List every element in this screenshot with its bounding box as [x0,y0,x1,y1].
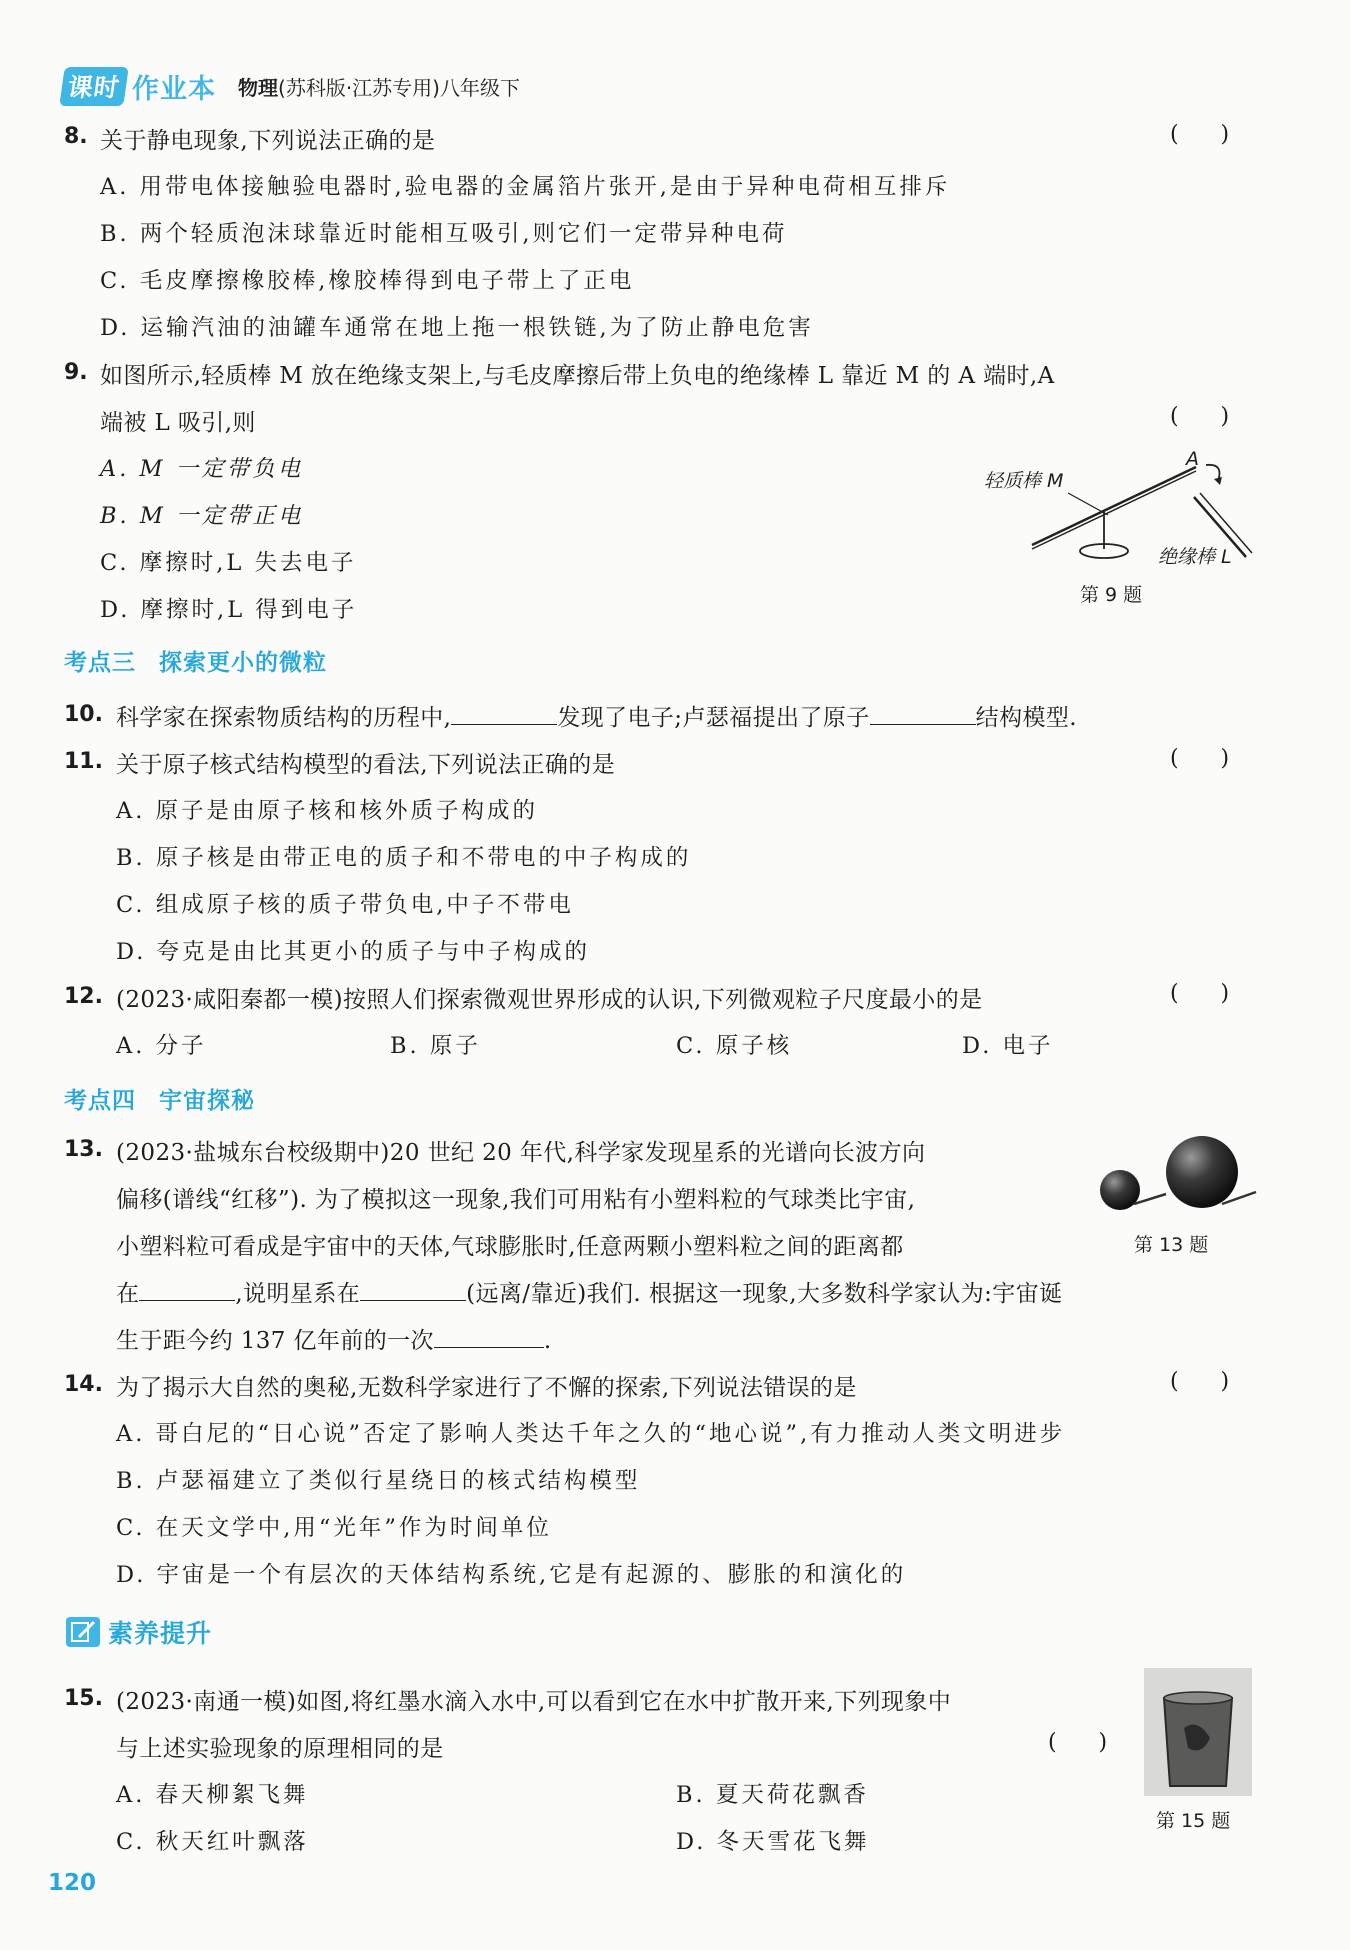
q15-option-d: D. 冬天雪花飞舞 [676,1829,870,1855]
q12-stem: (2023·咸阳秦都一模)按照人们探索微观世界形成的认识,下列微观粒子尺度最小的是 [116,987,983,1013]
q10-part1: 科学家在探索物质结构的历程中, [116,705,452,731]
q13-large-balloon [1166,1136,1238,1208]
q12-number: 12. [64,984,103,1009]
header-subtitle [238,72,520,101]
q13-number: 13. [64,1137,103,1162]
header-subject: 物理 [238,75,279,100]
q14-answer-paren[interactable]: ( ) [1170,1369,1230,1394]
pencil-icon [66,1617,100,1647]
q9-option-b: B. M 一定带正电 [100,503,304,529]
q15-option-b: B. 夏天荷花飘香 [676,1782,869,1808]
q10-part3: 结构模型. [975,705,1077,731]
q8-option-a: A. 用带电体接触验电器时,验电器的金属箔片张开,是由于异种电荷相互排斥 [100,174,951,200]
q13-line5a: 生于距今约 137 亿年前的一次 [116,1328,434,1354]
q12-option-a: A. 分子 [116,1033,207,1059]
q12-option-c: C. 原子核 [676,1033,793,1059]
q9-stem-line1: 如图所示,轻质棒 M 放在绝缘支架上,与毛皮摩擦后带上负电的绝缘棒 L 靠近 M 的 A 端时,A [100,363,1055,389]
q9-option-a: A. M 一定带负电 [100,456,304,482]
q13-line3: 小塑料粒可看成是宇宙中的天体,气球膨胀时,任意两颗小塑料粒之间的距离都 [116,1234,904,1260]
logo-box: 课时 [59,67,128,106]
q11-stem: 关于原子核式结构模型的看法,下列说法正确的是 [116,752,616,778]
q13-blank-2[interactable] [360,1280,466,1301]
q10-blank-1[interactable] [451,704,557,725]
q8-option-d: D. 运输汽油的油罐车通常在地上拖一根铁链,为了防止静电危害 [100,315,814,341]
q14-option-b: B. 卢瑟福建立了类似行星绕日的核式结构模型 [116,1468,641,1494]
q9-option-c: C. 摩擦时,L 失去电子 [100,550,357,576]
q10-text [116,699,1077,732]
q11-option-d: D. 夸克是由比其更小的质子与中子构成的 [116,939,591,965]
q15-glass-rim [1164,1692,1232,1704]
q9-arrow-head [1214,477,1222,485]
q14-number: 14. [64,1372,103,1397]
q8-answer-paren[interactable]: ( ) [1170,122,1230,147]
q15-option-c: C. 秋天红叶飘落 [116,1829,309,1855]
q13-line4c: (远离/靠近)我们. 根据这一现象,大多数科学家认为:宇宙诞 [466,1281,1063,1307]
section-title-5 [66,1614,212,1650]
q15-fig-caption: 第 15 题 [1156,1810,1231,1832]
q14-option-c: C. 在天文学中,用“光年”作为时间单位 [116,1515,552,1541]
q13-line5 [116,1322,552,1355]
q11-number: 11. [64,749,103,774]
q8-stem: 关于静电现象,下列说法正确的是 [100,128,436,154]
q13-line1: (2023·盐城东台校级期中)20 世纪 20 年代,科学家发现星系的光谱向长波方向 [116,1140,926,1166]
q9-stem-line2: 端被 L 吸引,则 [100,410,256,436]
q15-figure [1144,1668,1252,1796]
q10-number: 10. [64,702,103,727]
q12-option-b: B. 原子 [390,1033,481,1059]
logo-text: 作业本 [132,73,217,105]
q13-line4b: ,说明星系在 [235,1281,361,1307]
q11-option-b: B. 原子核是由带正电的质子和不带电的中子构成的 [116,845,692,871]
q13-figure [1094,1130,1264,1220]
page-header [62,66,520,106]
section-5-label: 素养提升 [108,1619,213,1648]
q8-option-b: B. 两个轻质泡沫球靠近时能相互吸引,则它们一定带异种电荷 [100,221,788,247]
section-title-4: 考点四 宇宙探秘 [64,1088,256,1114]
q9-fig-label-a: A [1186,448,1199,470]
q9-fig-caption: 第 9 题 [1080,584,1143,606]
q13-line5b: . [543,1328,552,1354]
q9-option-d: D. 摩擦时,L 得到电子 [100,597,358,623]
q11-option-a: A. 原子是由原子核和核外质子构成的 [116,798,539,824]
q9-number: 9. [64,360,88,385]
q13-fig-caption: 第 13 题 [1134,1234,1209,1256]
q8-number: 8. [64,124,88,149]
q15-line2: 与上述实验现象的原理相同的是 [116,1736,444,1762]
header-edition: (苏科版·江苏专用)八年级下 [278,75,520,100]
q12-answer-paren[interactable]: ( ) [1170,981,1230,1006]
q14-option-a: A. 哥白尼的“日心说”否定了影响人类达千年之久的“地心说”,有力推动人类文明进步 [116,1421,1066,1447]
q11-answer-paren[interactable]: ( ) [1170,746,1230,771]
page-number: 120 [48,1870,97,1896]
q10-part2: 发现了电子;卢瑟福提出了原子 [557,705,870,731]
q13-blank-3[interactable] [434,1327,544,1348]
q15-line1: (2023·南通一模)如图,将红墨水滴入水中,可以看到它在水中扩散开来,下列现象中 [116,1689,952,1715]
q12-option-d: D. 电子 [962,1033,1054,1059]
q9-fig-label-l: 绝缘棒 L [1158,546,1232,568]
q13-line4 [116,1275,1063,1308]
q11-option-c: C. 组成原子核的质子带负电,中子不带电 [116,892,574,918]
q13-blank-1[interactable] [139,1280,235,1301]
q8-option-c: C. 毛皮摩擦橡胶棒,橡胶棒得到电子带上了正电 [100,268,635,294]
q9-fig-label-m: 轻质棒 M [984,470,1064,492]
q10-blank-2[interactable] [870,704,976,725]
q15-option-a: A. 春天柳絮飞舞 [116,1782,309,1808]
q15-number: 15. [64,1686,103,1711]
q14-option-d: D. 宇宙是一个有层次的天体结构系统,它是有起源的、膨胀的和演化的 [116,1562,907,1588]
q15-answer-paren[interactable]: ( ) [1048,1730,1108,1755]
q9-pointer-m [1068,493,1108,515]
q13-line2: 偏移(谱线“红移”). 为了模拟这一现象,我们可用粘有小塑料粒的气球类比宇宙, [116,1187,916,1213]
section-title-3: 考点三 探索更小的微粒 [64,650,328,676]
q14-stem: 为了揭示大自然的奥秘,无数科学家进行了不懈的探索,下列说法错误的是 [116,1375,857,1401]
q9-answer-paren[interactable]: ( ) [1170,404,1230,429]
q13-line4a: 在 [116,1281,140,1307]
